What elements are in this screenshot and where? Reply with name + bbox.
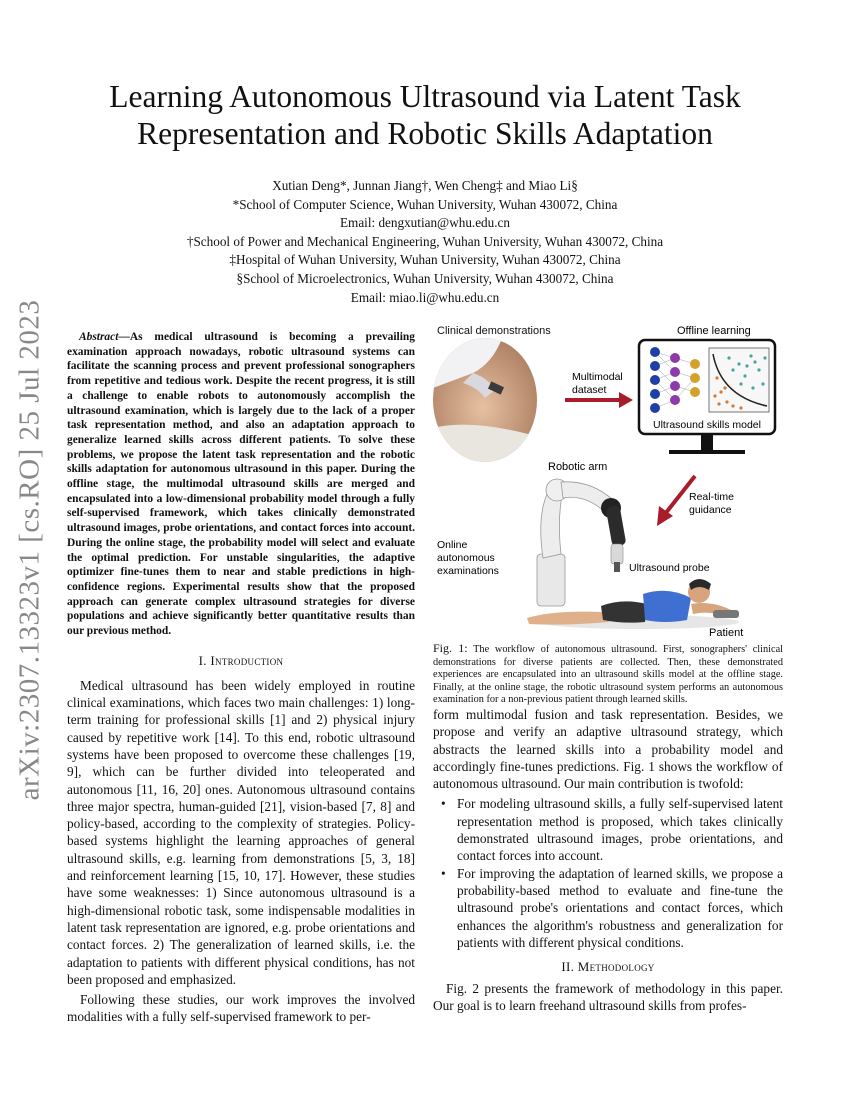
intro-paragraph-1: Medical ultrasound has been widely employed in routine clinical examinations, which faces two main challenges: 1) long-term training for professional skills [1] and 2) physical injury caused by repetitive work [14]. To this end, robotic ultrasound systems have been proposed to overcome these challenges [19, 9], which can be further divided into teleoperated and autonomous [11, 16, 20] ones. Autonomous ultrasound contains three major spectra, human-guided [21], vision-based [7, 8] and policy-based, according to the complexity of strategies. Policy-based systems highlight the learning approaches of general ultrasound skills, e.g. learning from demonstrations [5, 3, 18] and reinforcement learning [15, 10, 17]. However, these studies have some weaknesses: 1) Since autonomous ultrasound is a high-dimensional robotic task, some indispensable modalities in latent task representation are ignored, e.g. probe orientations and contact forces. 2) The generalization of learned skills, i.e. the adaptation to patients with different physical conditions, has not been proposed and emphasized. xyxy=(67,677,415,987)
arxiv-identifier xyxy=(10,300,50,800)
email-1: Email: dengxutian@whu.edu.cn xyxy=(340,215,510,231)
methodology-paragraph-1: Fig. 2 presents the framework of methodology in this paper. Our goal is to learn freehand ultrasound skills from profes- xyxy=(433,981,783,1014)
left-column xyxy=(67,330,415,1026)
author-block xyxy=(60,177,790,307)
affiliation-3: ‡Hospital of Wuhan University, Wuhan University, Wuhan 430072, China xyxy=(229,252,621,268)
abstract-label: Abstract xyxy=(79,331,119,343)
title-line-2: Representation and Robotic Skills Adaptation xyxy=(137,116,713,151)
monitor-stand xyxy=(701,434,713,452)
section-2-number: II. xyxy=(561,959,575,975)
label-realtime: Real-time xyxy=(689,491,734,503)
label-dataset: dataset xyxy=(572,384,607,396)
affiliation-1: *School of Computer Science, Wuhan University, Wuhan 430072, China xyxy=(232,196,618,212)
label-patient: Patient xyxy=(709,627,744,639)
section-heading-introduction xyxy=(67,653,415,669)
scatter-graphic xyxy=(709,348,769,412)
label-multimodal: Multimodal xyxy=(572,371,623,383)
label-ultrasound-probe: Ultrasound probe xyxy=(629,562,710,574)
robot-arm-graphic xyxy=(537,479,626,606)
caption-label: Fig. 1: xyxy=(433,641,468,655)
label-autonomous: autonomous xyxy=(437,552,495,564)
monitor-base xyxy=(669,450,745,454)
paper-title xyxy=(60,78,790,152)
intro-paragraph-2: Following these studies, our work improves the involved modalities with a fully self-supervised framework to per- xyxy=(67,992,415,1025)
abstract xyxy=(67,330,415,639)
label-robotic-arm: Robotic arm xyxy=(548,461,608,473)
section-heading-methodology xyxy=(433,959,783,975)
contribution-item: • For improving the adaptation of learned skills, we propose a probability-based method to evaluate and fine-tune the ultrasound probe's orientations and contact forces, which enhances the algorithm's robustness and generalization for patients with different physical conditions. xyxy=(457,865,783,951)
label-clinical-demonstrations: Clinical demonstrations xyxy=(437,325,551,337)
arrowhead-multimodal xyxy=(619,392,633,408)
contribution-item: • For modeling ultrasound skills, a fully self-supervised latent representation method is proposed, which takes clinically demonstrated ultrasound images, probe orientations, and contact forces into account. xyxy=(457,795,783,864)
arxiv-id-text: arXiv:2307.13323v1 [cs.RO] 25 Jul 2023 xyxy=(13,299,46,801)
figure-1-caption xyxy=(433,642,783,707)
clinical-photo xyxy=(433,336,543,466)
affiliation-4: §School of Microelectronics, Wuhan University, Wuhan 430072, China xyxy=(236,270,614,286)
email-2: Email: miao.li@whu.edu.cn xyxy=(350,289,500,305)
title-line-1: Learning Autonomous Ultrasound via Latent Task xyxy=(109,79,741,114)
section-2-title: Methodology xyxy=(577,959,655,975)
intro-paragraph-2-continued: form multimodal fusion and task representation. Besides, we propose and verify an adaptive ultrasound strategy, which abstracts the learned skills into a probability model and accordingly fine-tunes predictions. Fig. 1 shows the workflow of autonomous ultrasound. Our main contribution is twofold: xyxy=(433,707,783,792)
caption-text: The workflow of autonomous ultrasound. First, sonographers' clinical demonstrations for diverse patients are collected. Then, these demonstrated experiences are encapsulated into an ultrasound skills model at the offline stage. Finally, at the online stage, the robotic ultrasound system performs an autonomous examination for a non-previous patient through learned skills. xyxy=(433,644,784,706)
abstract-body: —As medical ultrasound is becoming a prevailing examination approach nowadays, robotic ultrasound systems can facilitate the scanning process and prevent professional sonographers from repetitive and tedious work. Despite the recent progress, it is still a challenge to enable robots to autonomously accomplish the ultrasound examination, which is largely due to the lack of a proper task representation method, and also an adaptation approach to generalize learned skills across different patients. To solve these problems, we propose the latent task representation and the robotic skills adaptation for autonomous ultrasound in this paper. During the offline stage, the multimodal ultrasound skills are merged and encapsulated into a low-dimensional probability model through a fully self-supervised framework, which takes clinically demonstrated ultrasound images, probe orientations, and contact forces into account. During the online stage, the probability model will select and evaluate the optimal prediction. For unstable singularities, the adaptive optimizer fine-tunes them to near and stable predictions in high-confidence regions. Experimental results show that the proposed approach can generate complex ultrasound strategies for diverse populations and achieve significantly better quantitative results than our previous method. xyxy=(67,331,415,638)
author-names: Xutian Deng*, Junnan Jiang†, Wen Cheng‡ and Miao Li§ xyxy=(272,178,578,193)
label-online: Online xyxy=(437,539,468,551)
label-examinations: examinations xyxy=(437,565,499,577)
label-guidance: guidance xyxy=(689,504,732,516)
affiliation-2: †School of Power and Mechanical Engineering, Wuhan University, Wuhan 430072, China xyxy=(186,233,664,249)
figure-1-workflow xyxy=(433,318,783,640)
section-1-number: I. xyxy=(198,652,207,668)
section-1-title: Introduction xyxy=(210,652,284,668)
label-ultrasound-skills-model: Ultrasound skills model xyxy=(653,419,761,431)
label-offline-learning: Offline learning xyxy=(677,325,751,337)
contribution-list xyxy=(433,795,783,951)
right-column xyxy=(433,706,783,1015)
